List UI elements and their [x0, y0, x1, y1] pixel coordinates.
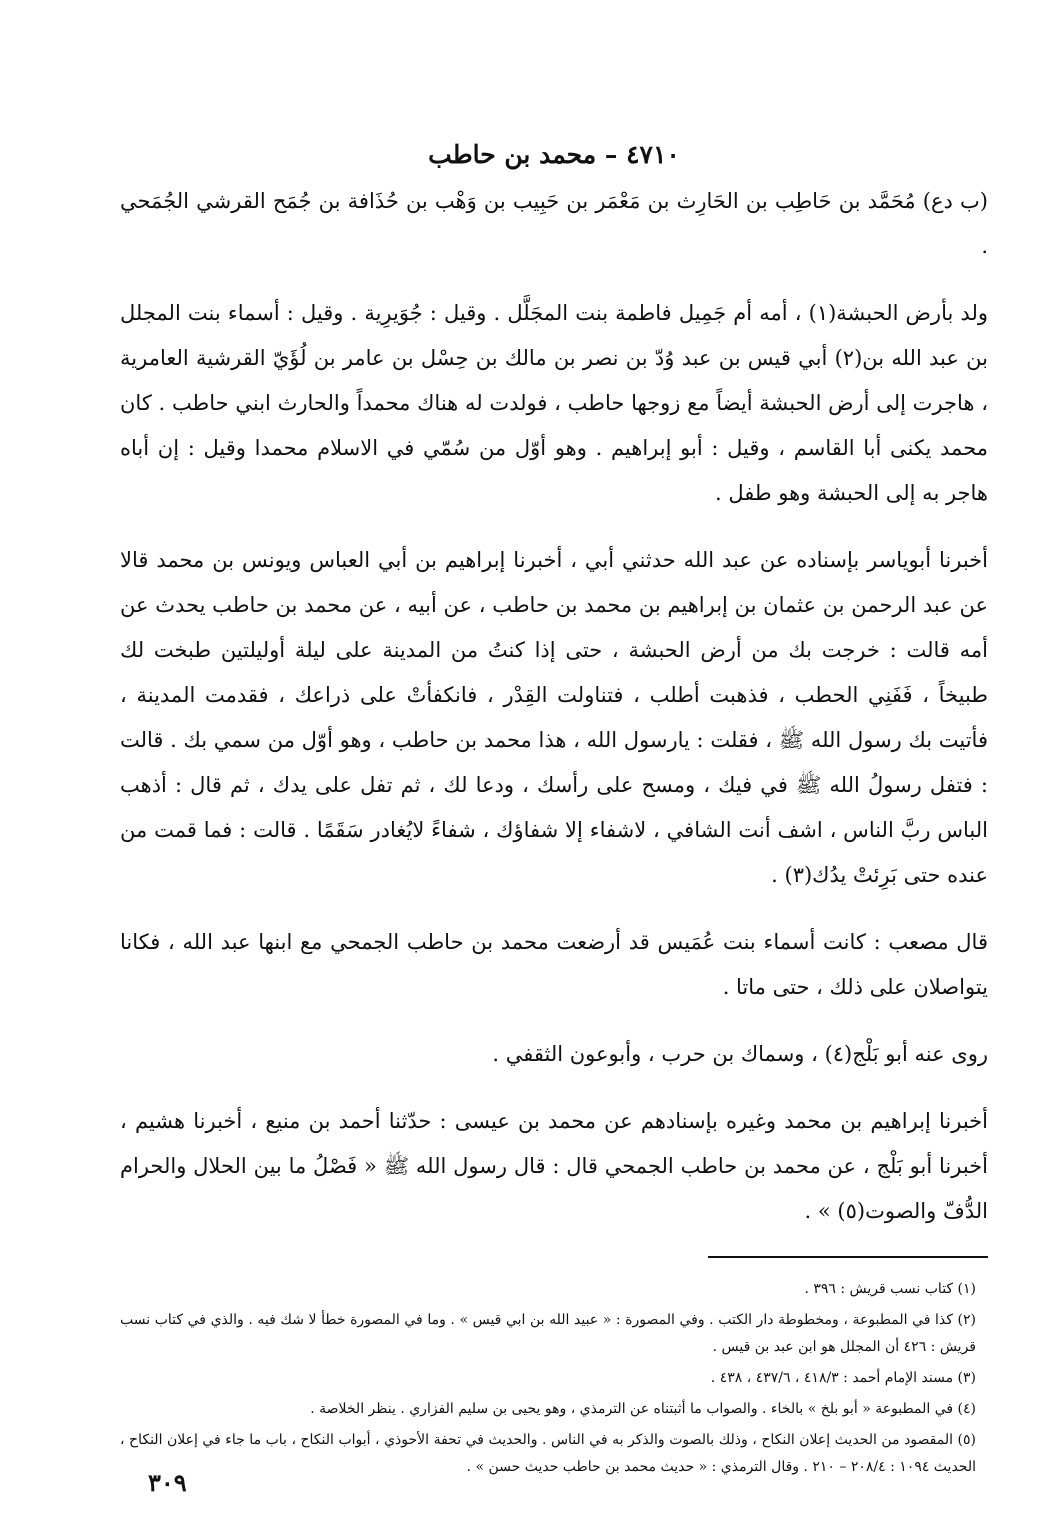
footnote-4: (٤) في المطبوعة « أبو بلخ » بالخاء . والصواب ما أثبتناه عن الترمذي ، وهو يحيى بن سليم الفزاري . ينظر الخلاصة . — [310, 1401, 976, 1417]
paragraph-narrators: روى عنه أبو بَلْج(٤) ، وسماك بن حرب ، وأبوعون الثقفي . — [492, 1042, 988, 1066]
footnote-3: (٣) مسند الإمام أحمد : ٤١٨/٣ ، ٤٣٧/٦ ، ٤٣٨ . — [710, 1370, 976, 1386]
entry-body — [120, 179, 988, 1234]
paragraph-hadith-duff: أخبرنا إبراهيم بن محمد وغيره بإسنادهم عن محمد بن عيسى : حدّثنا أحمد بن منيع ، أخبرنا هشيم ، أخبرنا أبو بَلْج ، عن محمد بن حاطب الجمحي قال : قال رسول الله ﷺ « فَصْلُ ما بين الحلال والحرام الدُّفّ والصوت(٥) » . — [120, 1109, 988, 1223]
footnote-1: (١) كتاب نسب قريش : ٣٩٦ . — [804, 1281, 976, 1297]
paragraph-birth: ولد بأرض الحبشة(١) ، أمه أم جَمِيل فاطمة بنت المجَلَّل . وقيل : جُوَيرِية . وقيل : أسماء بنت المجلل بن عبد الله بن(٢) أبي قيس بن عبد وُدّ بن نصر بن مالك بن حِسْل بن عامر بن لُؤَيّ القرشية العامرية ، هاجرت إلى أرض الحبشة أيضاً مع زوجها حاطب ، فولدت له هناك محمداً والحارث ابني حاطب . كان محمد يكنى أبا القاسم ، وقيل : أبو إبراهيم . وهو أوّل من سُمّي في الاسلام محمدا وقيل : إن أباه هاجر به إلى الحبشة وهو طفل . — [120, 301, 988, 505]
paragraph-lineage: (ب دع) مُحَمَّد بن حَاطِب بن الحَارِث بن مَعْمَر بن حَبِيب بن وَهْب بن حُذَافة بن جُمَح القرشي الجُمَحي . — [120, 189, 988, 258]
entry-title: ٤٧١٠ – محمد بن حاطب — [428, 140, 680, 169]
paragraph-hadith-narration: أخبرنا أبوياسر بإسناده عن عبد الله حدثني أبي ، أخبرنا إبراهيم بن أبي العباس ويونس بن محمد قالا عن عبد الرحمن بن عثمان بن إبراهيم بن محمد بن حاطب ، عن أبيه ، عن محمد بن حاطب يحدث عن أمه قالت : خرجت بك من أرض الحبشة ، حتى إذا كنتُ من المدينة على ليلة أوليلتين طبخت لك طبيخاً ، فَفَنِي الحطب ، فذهبت أطلب ، فتناولت القِدْر ، فانكفأتْ على ذراعك ، فقدمت المدينة ، فأتيت بك رسول الله ﷺ ، فقلت : يارسول الله ، هذا محمد بن حاطب ، وهو أوّل من سمي بك . قالت : فتفل رسولُ الله ﷺ في فيك ، ومسح على رأسك ، ودعا لك ، ثم تفل على يدك ، ثم قال : أذهب الباس ربَّ الناس ، اشف أنت الشافي ، لاشفاء إلا شفاؤك ، شفاءً لايُغادر سَقَمًا . قالت : فما قمت من عنده حتى بَرِئتْ يدُك(٣) . — [120, 548, 988, 887]
footnote-2: (٢) كذا في المطبوعة ، ومخطوطة دار الكتب . وفي المصورة : « عبيد الله بن ابي قيس » . وما في المصورة خطأ لا شك فيه . والذي في كتاب نسب قريش : ٤٢٦ أن المجلل هو ابن عبد بن قيس . — [120, 1312, 976, 1355]
footnote-5: (٥) المقصود من الحديث إعلان النكاح ، وذلك بالصوت والذكر به في الناس . والحديث في تحفة الأحوذي ، أبواب النكاح ، باب ما جاء في إعلان النكاح ، الحديث ١٠٩٤ : ٢٠٨/٤ – ٢١٠ . وقال الترمذي : « حديث محمد بن حاطب حديث حسن » . — [120, 1432, 976, 1475]
footnote-divider — [708, 1256, 988, 1258]
paragraph-musab: قال مصعب : كانت أسماء بنت عُمَيس قد أرضعت محمد بن حاطب الجمحي مع ابنها عبد الله ، فكانا يتواصلان على ذلك ، حتى ماتا . — [120, 930, 988, 999]
footnotes — [120, 1276, 976, 1481]
page-number: ٣٠٩ — [148, 1468, 187, 1497]
